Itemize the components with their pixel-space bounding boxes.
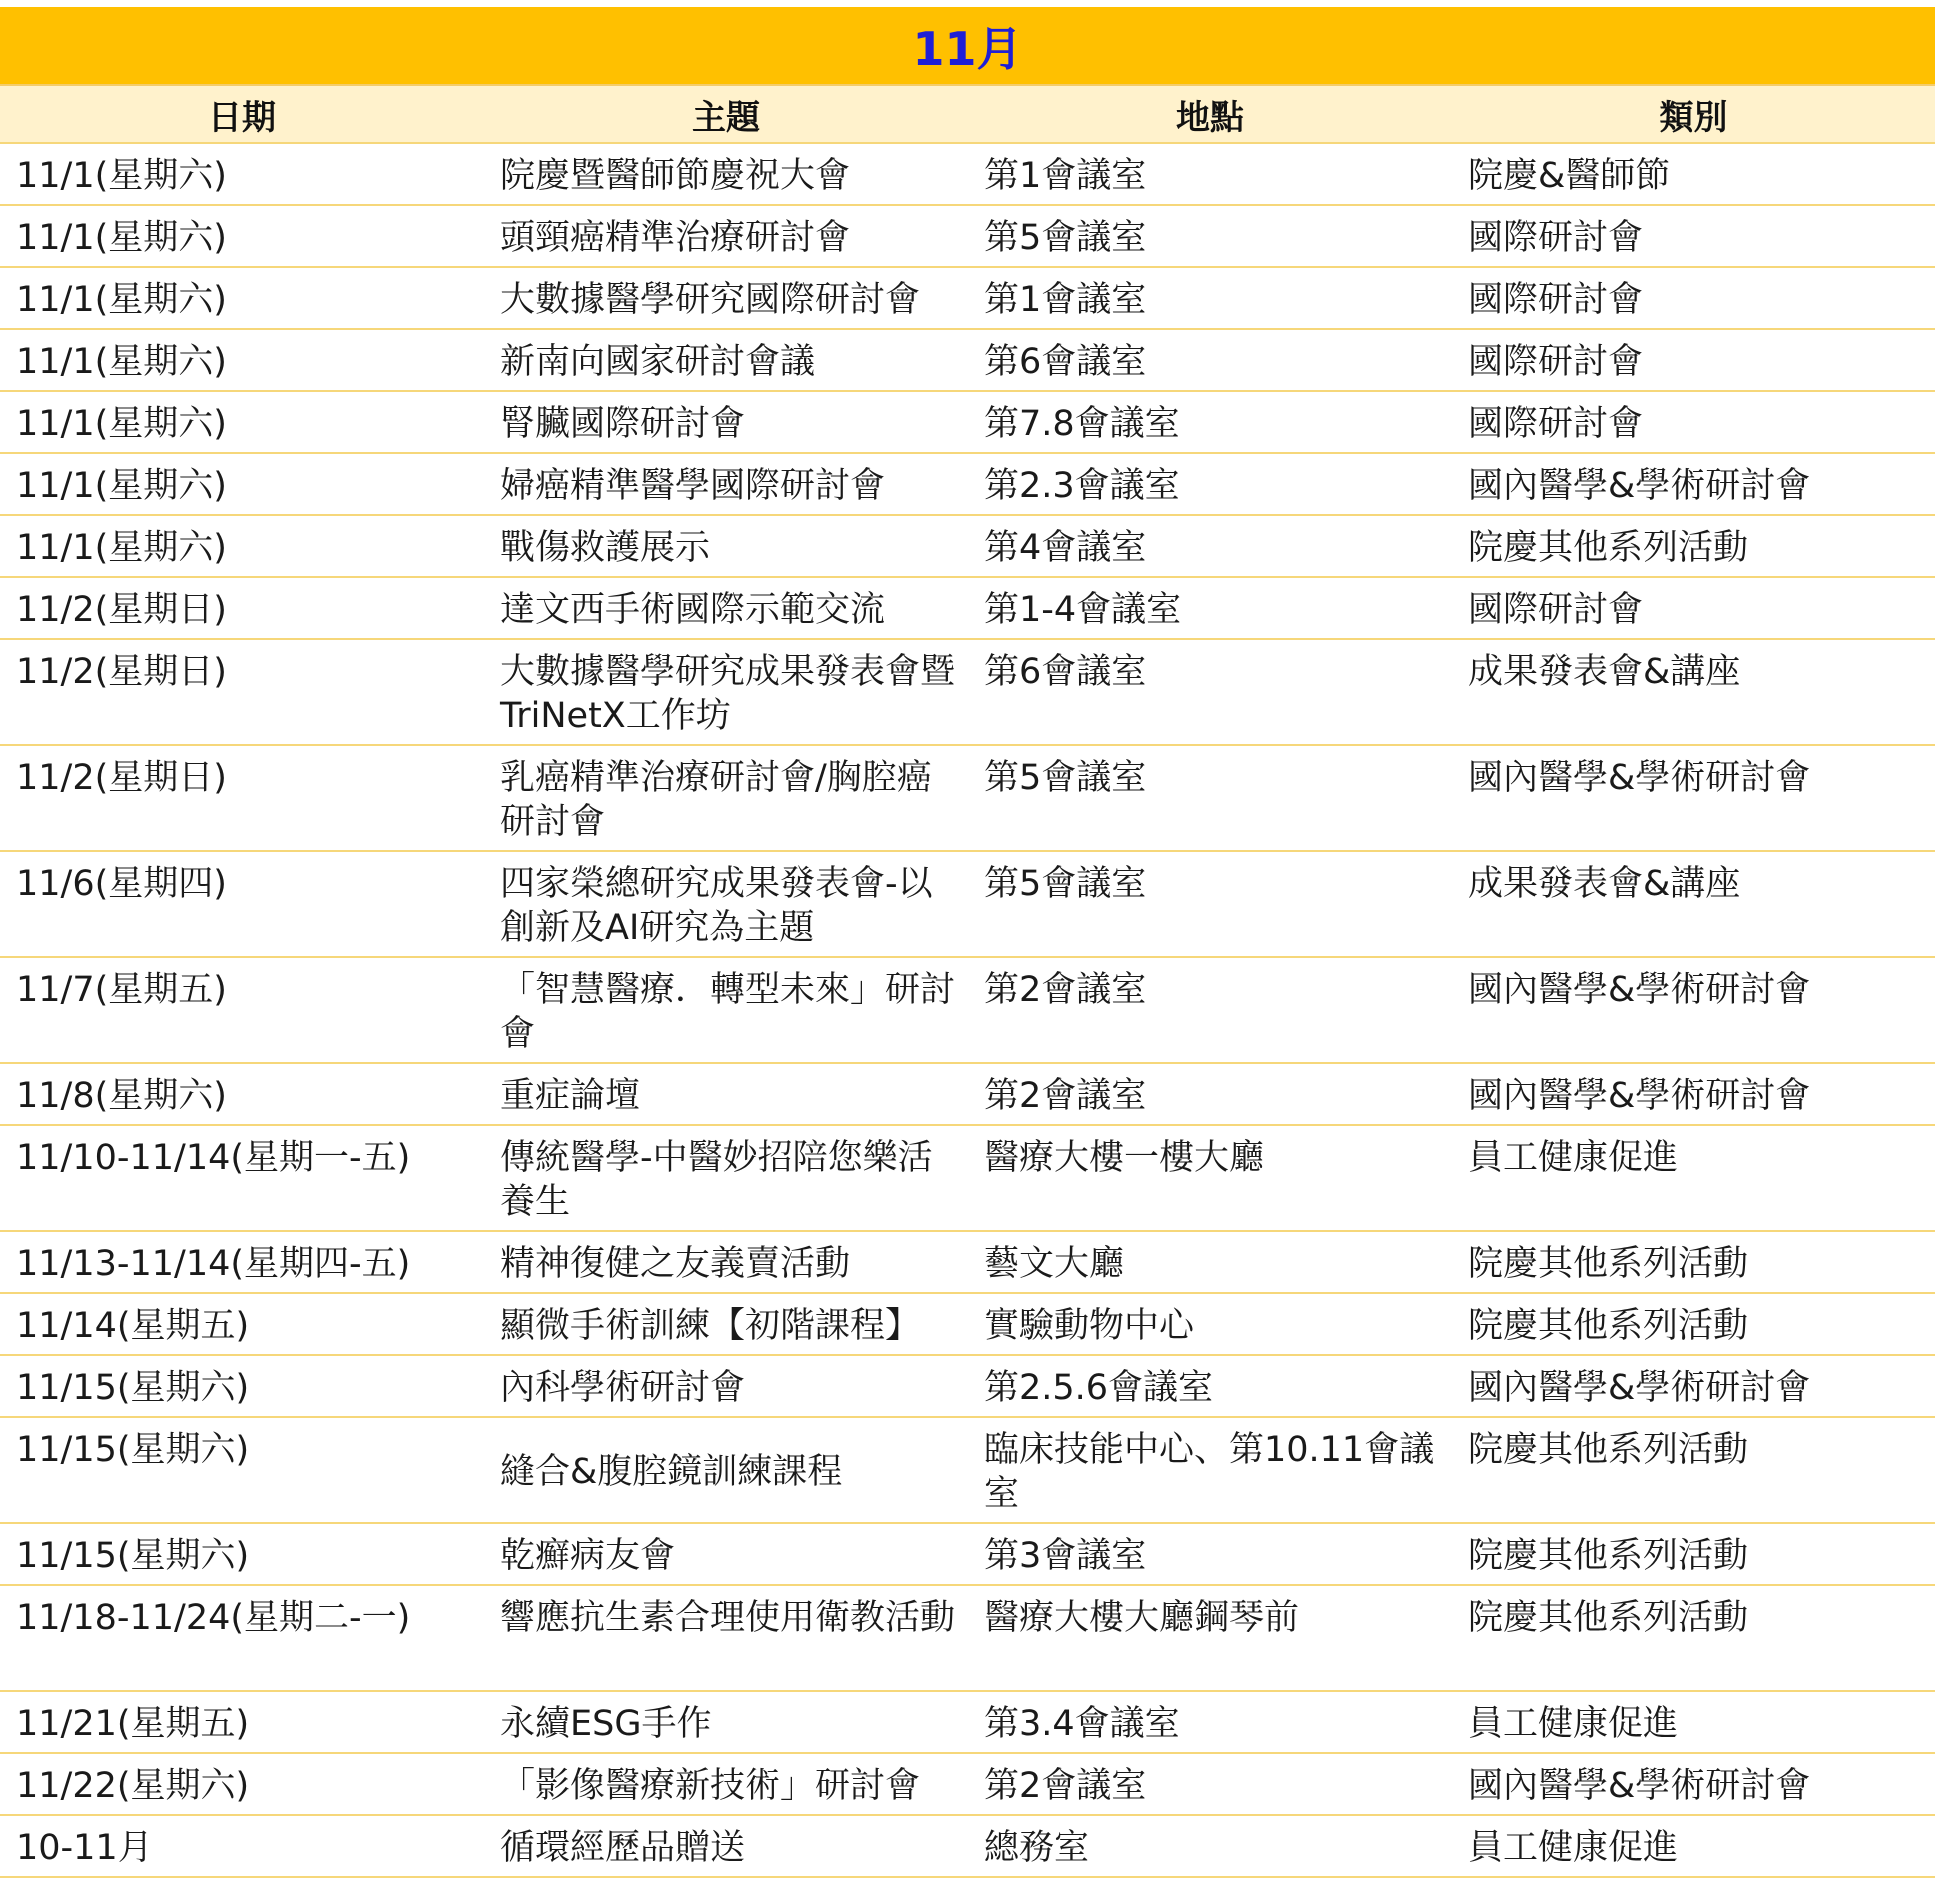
cell-category: 成果發表會&講座 <box>1452 639 1935 745</box>
cell-topic: 四家榮總研究成果發表會-以創新及AI研究為主題 <box>484 851 968 957</box>
cell-location: 醫療大樓大廳鋼琴前 <box>968 1585 1452 1691</box>
cell-category: 員工健康促進 <box>1452 1691 1935 1753</box>
cell-location: 第2會議室 <box>968 1753 1452 1815</box>
table-row <box>0 515 1935 577</box>
cell-category: 國內醫學&學術研討會 <box>1452 745 1935 851</box>
cell-topic: 乳癌精準治療研討會/胸腔癌研討會 <box>484 745 968 851</box>
cell-location: 第2會議室 <box>968 1063 1452 1125</box>
table-row <box>0 205 1935 267</box>
header-topic: 主題 <box>484 85 968 143</box>
cell-date: 11/10-11/14(星期一-五) <box>0 1125 484 1231</box>
table-row <box>0 957 1935 1063</box>
cell-date: 11/15(星期六) <box>0 1355 484 1417</box>
schedule-table <box>0 7 1935 1878</box>
cell-topic: 院慶暨醫師節慶祝大會 <box>484 143 968 205</box>
cell-location: 第3會議室 <box>968 1523 1452 1585</box>
cell-location: 第2會議室 <box>968 957 1452 1063</box>
cell-location: 第4會議室 <box>968 515 1452 577</box>
cell-topic: 新南向國家研討會議 <box>484 329 968 391</box>
cell-location: 第6會議室 <box>968 329 1452 391</box>
cell-topic: 達文西手術國際示範交流 <box>484 577 968 639</box>
cell-location: 實驗動物中心 <box>968 1293 1452 1355</box>
table-row <box>0 1355 1935 1417</box>
cell-category: 國際研討會 <box>1452 329 1935 391</box>
cell-topic: 循環經歷品贈送 <box>484 1815 968 1877</box>
cell-date: 11/1(星期六) <box>0 453 484 515</box>
cell-category: 員工健康促進 <box>1452 1815 1935 1877</box>
cell-location: 第7.8會議室 <box>968 391 1452 453</box>
cell-category: 員工健康促進 <box>1452 1125 1935 1231</box>
cell-location: 第1會議室 <box>968 143 1452 205</box>
cell-location: 總務室 <box>968 1815 1452 1877</box>
header-row <box>0 85 1935 143</box>
cell-topic: 婦癌精準醫學國際研討會 <box>484 453 968 515</box>
table-row <box>0 1125 1935 1231</box>
table-row <box>0 1815 1935 1877</box>
cell-topic: 內科學術研討會 <box>484 1355 968 1417</box>
cell-location: 臨床技能中心、第10.11會議室 <box>968 1417 1452 1523</box>
cell-location: 第5會議室 <box>968 205 1452 267</box>
table-row <box>0 267 1935 329</box>
cell-date: 11/6(星期四) <box>0 851 484 957</box>
cell-category: 院慶其他系列活動 <box>1452 1585 1935 1691</box>
cell-topic: 縫合&腹腔鏡訓練課程 <box>484 1417 968 1523</box>
table-row <box>0 453 1935 515</box>
cell-category: 國內醫學&學術研討會 <box>1452 1753 1935 1815</box>
cell-date: 11/1(星期六) <box>0 391 484 453</box>
cell-category: 成果發表會&講座 <box>1452 851 1935 957</box>
cell-category: 院慶其他系列活動 <box>1452 1293 1935 1355</box>
table-row <box>0 1523 1935 1585</box>
cell-date: 11/1(星期六) <box>0 515 484 577</box>
header-location: 地點 <box>968 85 1452 143</box>
cell-date: 11/1(星期六) <box>0 205 484 267</box>
table-row <box>0 745 1935 851</box>
cell-date: 10-11月 <box>0 1815 484 1877</box>
cell-category: 院慶&醫師節 <box>1452 143 1935 205</box>
month-title-row <box>0 7 1935 85</box>
cell-category: 國際研討會 <box>1452 391 1935 453</box>
cell-date: 11/18-11/24(星期二-一) <box>0 1585 484 1691</box>
cell-category: 院慶其他系列活動 <box>1452 1417 1935 1523</box>
table-row <box>0 851 1935 957</box>
cell-location: 藝文大廳 <box>968 1231 1452 1293</box>
cell-category: 國內醫學&學術研討會 <box>1452 1063 1935 1125</box>
cell-date: 11/1(星期六) <box>0 267 484 329</box>
month-title: 11月 <box>0 7 1935 85</box>
cell-location: 第2.3會議室 <box>968 453 1452 515</box>
schedule-sheet <box>0 7 1935 1878</box>
cell-category: 國際研討會 <box>1452 267 1935 329</box>
table-row <box>0 1753 1935 1815</box>
cell-date: 11/21(星期五) <box>0 1691 484 1753</box>
table-row <box>0 639 1935 745</box>
cell-date: 11/2(星期日) <box>0 639 484 745</box>
cell-date: 11/2(星期日) <box>0 577 484 639</box>
table-row <box>0 143 1935 205</box>
table-row <box>0 1585 1935 1691</box>
cell-topic: 腎臟國際研討會 <box>484 391 968 453</box>
cell-topic: 「智慧醫療．轉型未來」研討會 <box>484 957 968 1063</box>
cell-topic: 顯微手術訓練【初階課程】 <box>484 1293 968 1355</box>
cell-date: 11/14(星期五) <box>0 1293 484 1355</box>
cell-topic: 戰傷救護展示 <box>484 515 968 577</box>
cell-topic: 乾癬病友會 <box>484 1523 968 1585</box>
cell-topic: 大數據醫學研究國際研討會 <box>484 267 968 329</box>
cell-topic: 精神復健之友義賣活動 <box>484 1231 968 1293</box>
cell-topic: 頭頸癌精準治療研討會 <box>484 205 968 267</box>
cell-topic: 傳統醫學-中醫妙招陪您樂活養生 <box>484 1125 968 1231</box>
cell-topic: 重症論壇 <box>484 1063 968 1125</box>
cell-date: 11/1(星期六) <box>0 143 484 205</box>
cell-category: 國際研討會 <box>1452 577 1935 639</box>
cell-topic: 永續ESG手作 <box>484 1691 968 1753</box>
cell-topic: 響應抗生素合理使用衛教活動 <box>484 1585 968 1691</box>
cell-category: 國際研討會 <box>1452 205 1935 267</box>
cell-location: 醫療大樓一樓大廳 <box>968 1125 1452 1231</box>
cell-category: 院慶其他系列活動 <box>1452 1231 1935 1293</box>
table-row <box>0 1063 1935 1125</box>
header-category: 類別 <box>1452 85 1935 143</box>
cell-date: 11/15(星期六) <box>0 1523 484 1585</box>
cell-location: 第3.4會議室 <box>968 1691 1452 1753</box>
cell-category: 國內醫學&學術研討會 <box>1452 957 1935 1063</box>
table-row <box>0 1417 1935 1523</box>
cell-category: 國內醫學&學術研討會 <box>1452 453 1935 515</box>
cell-location: 第1-4會議室 <box>968 577 1452 639</box>
cell-date: 11/2(星期日) <box>0 745 484 851</box>
cell-date: 11/22(星期六) <box>0 1753 484 1815</box>
cell-location: 第2.5.6會議室 <box>968 1355 1452 1417</box>
cell-topic: 「影像醫療新技術」研討會 <box>484 1753 968 1815</box>
table-row <box>0 1231 1935 1293</box>
cell-location: 第5會議室 <box>968 851 1452 957</box>
cell-date: 11/1(星期六) <box>0 329 484 391</box>
cell-category: 院慶其他系列活動 <box>1452 1523 1935 1585</box>
table-row <box>0 329 1935 391</box>
cell-category: 國內醫學&學術研討會 <box>1452 1355 1935 1417</box>
table-row <box>0 577 1935 639</box>
cell-location: 第1會議室 <box>968 267 1452 329</box>
cell-date: 11/15(星期六) <box>0 1417 484 1523</box>
cell-location: 第6會議室 <box>968 639 1452 745</box>
cell-date: 11/13-11/14(星期四-五) <box>0 1231 484 1293</box>
cell-topic: 大數據醫學研究成果發表會暨TriNetX工作坊 <box>484 639 968 745</box>
table-row <box>0 391 1935 453</box>
cell-date: 11/8(星期六) <box>0 1063 484 1125</box>
cell-category: 院慶其他系列活動 <box>1452 515 1935 577</box>
cell-location: 第5會議室 <box>968 745 1452 851</box>
table-row <box>0 1293 1935 1355</box>
header-date: 日期 <box>0 85 484 143</box>
cell-date: 11/7(星期五) <box>0 957 484 1063</box>
table-row <box>0 1691 1935 1753</box>
